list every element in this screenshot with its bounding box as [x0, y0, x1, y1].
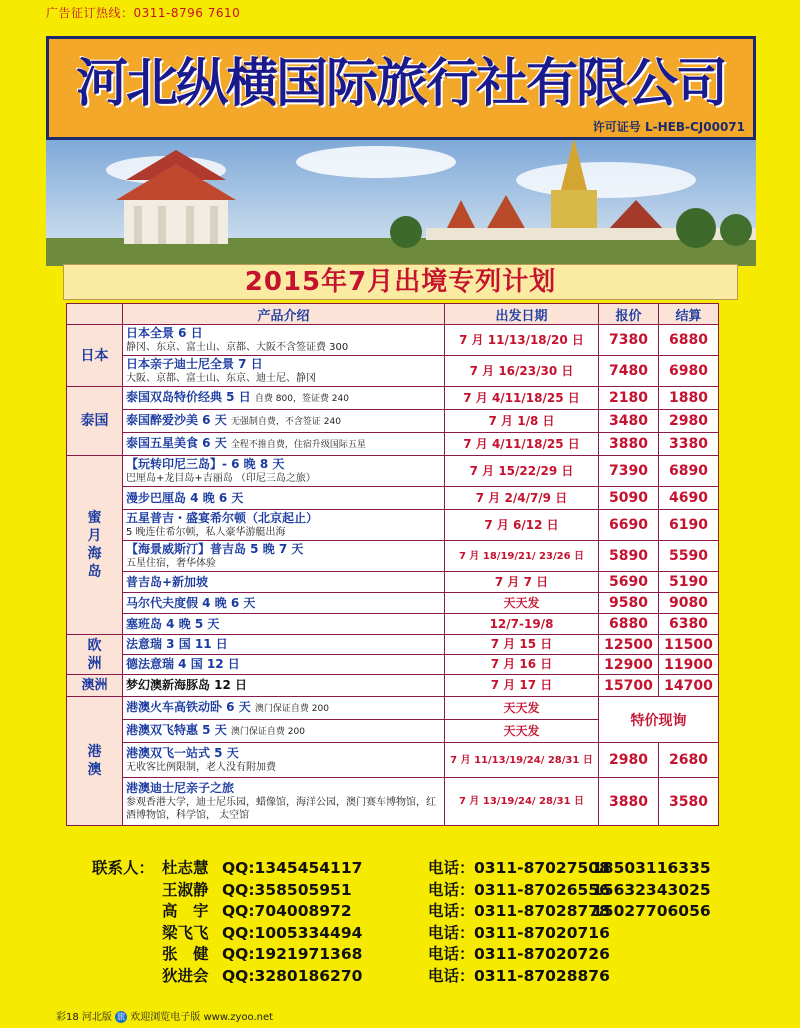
- product-name: 塞班岛 4 晚 5 天: [126, 616, 220, 631]
- product-name: 港澳双飞特惠 5 天: [126, 722, 227, 737]
- product-cell: [123, 433, 445, 456]
- region-europe: 欧洲: [67, 635, 123, 675]
- product-name: 日本亲子迪士尼全景 7 日: [126, 357, 263, 371]
- date-cell: 7 月 4/11/18/25 日: [445, 387, 599, 410]
- contact-qq: QQ:704008972: [222, 902, 352, 920]
- price-cell: 7480: [599, 356, 659, 387]
- contact-qq: QQ:1921971368: [222, 945, 363, 963]
- product-name: 港澳迪士尼亲子之旅: [126, 781, 235, 795]
- date-cell: 7 月 18/19/21/ 23/26 日: [445, 541, 599, 572]
- price-cell: 12900: [599, 655, 659, 675]
- table-row: [67, 433, 719, 456]
- contact-qq: QQ:1005334494: [222, 923, 363, 942]
- date-cell: 7 月 6/12 日: [445, 510, 599, 541]
- contact-mobile: 15632343025: [592, 880, 711, 899]
- settle-cell: 6190: [659, 510, 719, 541]
- product-cell: [123, 572, 445, 593]
- contact-qq: QQ:358505951: [222, 880, 352, 899]
- product-name: 漫步巴厘岛 4 晚 6 天: [126, 490, 244, 505]
- product-name: 泰国五星美食 6 天: [126, 435, 227, 450]
- table-row: [67, 487, 719, 510]
- price-cell: 2980: [599, 743, 659, 778]
- settle-cell: 11900: [659, 655, 719, 675]
- product-desc: 5 晚连住希尔顿，私人豪华游艇出海: [126, 527, 286, 538]
- date-cell: 12/7-19/8: [445, 614, 599, 635]
- settle-cell: 14700: [659, 675, 719, 697]
- price-cell: 6880: [599, 614, 659, 635]
- product-note: 全程不推自费，住宿升级国际五星: [230, 439, 366, 450]
- table-row: [67, 387, 719, 410]
- product-cell: [123, 614, 445, 635]
- contact-tel-label: 电话：: [428, 902, 475, 920]
- contact-tel: 0311-87028876: [474, 966, 610, 985]
- date-cell: 7 月 15 日: [445, 635, 599, 655]
- contact-name: 高 宇: [162, 902, 209, 920]
- contact-tel-label: 电话：: [428, 880, 475, 899]
- product-cell: [123, 487, 445, 510]
- contact-name: 杜志慧: [162, 859, 209, 877]
- date-cell: 天天发: [445, 593, 599, 614]
- product-cell: [123, 593, 445, 614]
- settle-cell: 4690: [659, 487, 719, 510]
- product-name: 【海景威斯汀】普吉岛 5 晚 7 天: [126, 542, 304, 556]
- product-cell: [123, 510, 445, 541]
- contact-row: [92, 901, 711, 923]
- product-cell: [123, 635, 445, 655]
- table-row: [67, 410, 719, 433]
- date-cell: 7 月 2/4/7/9 日: [445, 487, 599, 510]
- settle-cell: 11500: [659, 635, 719, 655]
- product-cell: [123, 456, 445, 487]
- tour-table: [66, 303, 719, 826]
- product-name: 普吉岛+新加坡: [126, 574, 209, 589]
- price-cell: 12500: [599, 635, 659, 655]
- date-cell: 7 月 13/19/24/ 28/31 日: [445, 778, 599, 826]
- contact-name: 狄进会: [162, 966, 209, 985]
- edition-label: 河北版: [81, 1012, 112, 1023]
- page-footer: [56, 1008, 273, 1023]
- ad-hotline: 广告征订热线：0311-8796 7610: [46, 6, 241, 20]
- product-note: 澳门保证自费 200: [230, 726, 305, 737]
- price-cell: 3880: [599, 433, 659, 456]
- table-row: [67, 456, 719, 487]
- price-cell: 5690: [599, 572, 659, 593]
- date-cell: 天天发: [445, 697, 599, 720]
- date-cell: 7 月 11/13/19/24/ 28/31 日: [445, 743, 599, 778]
- header-banner: [46, 36, 756, 140]
- settle-cell: 5190: [659, 572, 719, 593]
- product-name: 法意瑞 3 国 11 日: [126, 637, 228, 651]
- table-row: [67, 635, 719, 655]
- contact-row: [92, 944, 711, 966]
- table-row: [67, 743, 719, 778]
- page-number: 彩18: [56, 1012, 79, 1023]
- company-name: 河北纵横国际旅行社有限公司: [75, 54, 726, 114]
- product-name: 泰国双岛特价经典 5 日: [126, 389, 251, 404]
- product-note: 无强制自费，不含签证 240: [230, 416, 341, 427]
- date-cell: 7 月 7 日: [445, 572, 599, 593]
- region-thailand: 泰国: [67, 387, 123, 456]
- contact-tel: 0311-87020716: [474, 923, 610, 942]
- contact-tel-label: 电话：: [428, 966, 475, 985]
- settle-cell: 6980: [659, 356, 719, 387]
- product-cell: [123, 356, 445, 387]
- contact-list: [92, 858, 711, 987]
- product-name: 港澳火车高铁动卧 6 天: [126, 699, 251, 714]
- region-hkmacau: 港澳: [67, 697, 123, 826]
- product-note: 自费 800，签证费 240: [254, 393, 349, 404]
- temple-photo: [46, 140, 756, 266]
- product-cell: [123, 778, 445, 826]
- price-cell: 15700: [599, 675, 659, 697]
- product-desc: 大阪、京都、富士山、东京、迪士尼、静冈: [126, 373, 316, 384]
- website-link[interactable]: 欢迎浏览电子版 www.zyoo.net: [130, 1012, 274, 1023]
- price-cell: 5090: [599, 487, 659, 510]
- license-number: 许可证号 L-HEB-CJ00071: [592, 120, 745, 134]
- price-cell: 6690: [599, 510, 659, 541]
- product-desc: 巴厘岛+龙目岛+吉丽岛 （印尼三岛之旅）: [126, 473, 316, 484]
- zyoo-logo-icon: 旅: [117, 1012, 126, 1021]
- price-cell: 9580: [599, 593, 659, 614]
- date-cell: 7 月 15/22/29 日: [445, 456, 599, 487]
- price-cell: 5890: [599, 541, 659, 572]
- price-cell: 2180: [599, 387, 659, 410]
- table-row: [67, 572, 719, 593]
- contact-tel-label: 电话：: [428, 859, 475, 877]
- contact-label: 联系人：: [92, 859, 155, 877]
- table-row: [67, 325, 719, 356]
- contact-tel-label: 电话：: [428, 945, 475, 963]
- table-row: [67, 778, 719, 826]
- product-cell: [123, 697, 445, 720]
- product-desc: 无收客比例限制，老人没有附加费: [126, 762, 276, 773]
- table-row: [67, 510, 719, 541]
- contact-qq: QQ:3280186270: [222, 966, 363, 985]
- contact-row: [92, 966, 711, 988]
- settle-cell: 6880: [659, 325, 719, 356]
- header-region: [67, 304, 123, 325]
- temple-illustration: [46, 140, 756, 266]
- contact-mobile: 15027706056: [592, 902, 711, 920]
- product-name: 德法意瑞 4 国 12 日: [126, 657, 240, 671]
- settle-cell: 6380: [659, 614, 719, 635]
- table-row: [67, 655, 719, 675]
- table-row: [67, 675, 719, 697]
- price-cell: 7380: [599, 325, 659, 356]
- header-product: 产品介绍: [123, 304, 445, 325]
- product-name: 泰国醉爱沙美 6 天: [126, 412, 227, 427]
- contact-tel-label: 电话：: [428, 923, 475, 942]
- price-cell: 3480: [599, 410, 659, 433]
- table-row: [67, 541, 719, 572]
- date-cell: 7 月 16 日: [445, 655, 599, 675]
- contact-mobile: 18503116335: [592, 859, 711, 877]
- product-cell: [123, 410, 445, 433]
- contact-name: 王淑静: [162, 880, 209, 899]
- product-desc: 参观香港大学，迪士尼乐园，蜡像馆，海洋公园，澳门赛车博物馆，红酒博物馆，科学馆， 太空馆: [126, 797, 436, 821]
- product-cell: [123, 675, 445, 697]
- table-row: [67, 593, 719, 614]
- special-price-cell: 特价现询: [599, 697, 719, 743]
- product-name: 日本全景 6 日: [126, 326, 203, 340]
- table-header-row: [67, 304, 719, 325]
- table-row: [67, 697, 719, 720]
- date-cell: 7 月 1/8 日: [445, 410, 599, 433]
- region-australia: 澳洲: [67, 675, 123, 697]
- header-date: 出发日期: [445, 304, 599, 325]
- settle-cell: 6890: [659, 456, 719, 487]
- product-name: 马尔代夫度假 4 晚 6 天: [126, 595, 256, 610]
- settle-cell: 1880: [659, 387, 719, 410]
- product-cell: [123, 325, 445, 356]
- contact-tel: 0311-87020726: [474, 945, 610, 963]
- contact-tel: 0311-87028778: [474, 902, 610, 920]
- settle-cell: 3380: [659, 433, 719, 456]
- contact-name: 张 健: [162, 945, 209, 963]
- contact-qq: QQ:1345454117: [222, 859, 363, 877]
- product-desc: 静冈、东京、富士山、京都、大阪不含签证费 300: [126, 342, 349, 353]
- product-cell: [123, 655, 445, 675]
- product-cell: [123, 541, 445, 572]
- date-cell: 7 月 17 日: [445, 675, 599, 697]
- contact-row: [92, 858, 711, 880]
- table-row: [67, 356, 719, 387]
- date-cell: 7 月 16/23/30 日: [445, 356, 599, 387]
- header-price: 报价: [599, 304, 659, 325]
- settle-cell: 3580: [659, 778, 719, 826]
- contact-row: [92, 880, 711, 902]
- settle-cell: 2680: [659, 743, 719, 778]
- contact-row: [92, 923, 711, 945]
- product-name: 五星普吉・盛宴希尔顿（北京起止）: [126, 511, 319, 525]
- price-cell: 3880: [599, 778, 659, 826]
- plan-title-bar: [63, 264, 738, 300]
- date-cell: 7 月 4/11/18/25 日: [445, 433, 599, 456]
- plan-title: 2015年7月出境专列计划: [244, 267, 557, 297]
- product-name: 【玩转印尼三岛】- 6 晚 8 天: [126, 457, 285, 471]
- region-honeymoon: 蜜月海岛: [67, 456, 123, 635]
- settle-cell: 5590: [659, 541, 719, 572]
- product-desc: 五星住宿，奢华体验: [126, 558, 216, 569]
- product-name: 梦幻澳新海豚岛 12 日: [126, 678, 248, 692]
- product-cell: [123, 743, 445, 778]
- date-cell: 7 月 11/13/18/20 日: [445, 325, 599, 356]
- table-row: [67, 614, 719, 635]
- product-cell: [123, 387, 445, 410]
- contact-tel: 0311-87027508: [474, 859, 610, 877]
- product-name: 港澳双飞一站式 5 天: [126, 746, 239, 760]
- header-settle: 结算: [659, 304, 719, 325]
- price-cell: 7390: [599, 456, 659, 487]
- product-note: 澳门保证自费 200: [254, 703, 329, 714]
- date-cell: 天天发: [445, 720, 599, 743]
- settle-cell: 9080: [659, 593, 719, 614]
- region-japan: 日本: [67, 325, 123, 387]
- contact-tel: 0311-87026556: [474, 880, 610, 899]
- settle-cell: 2980: [659, 410, 719, 433]
- product-cell: [123, 720, 445, 743]
- contact-name: 梁飞飞: [162, 923, 209, 942]
